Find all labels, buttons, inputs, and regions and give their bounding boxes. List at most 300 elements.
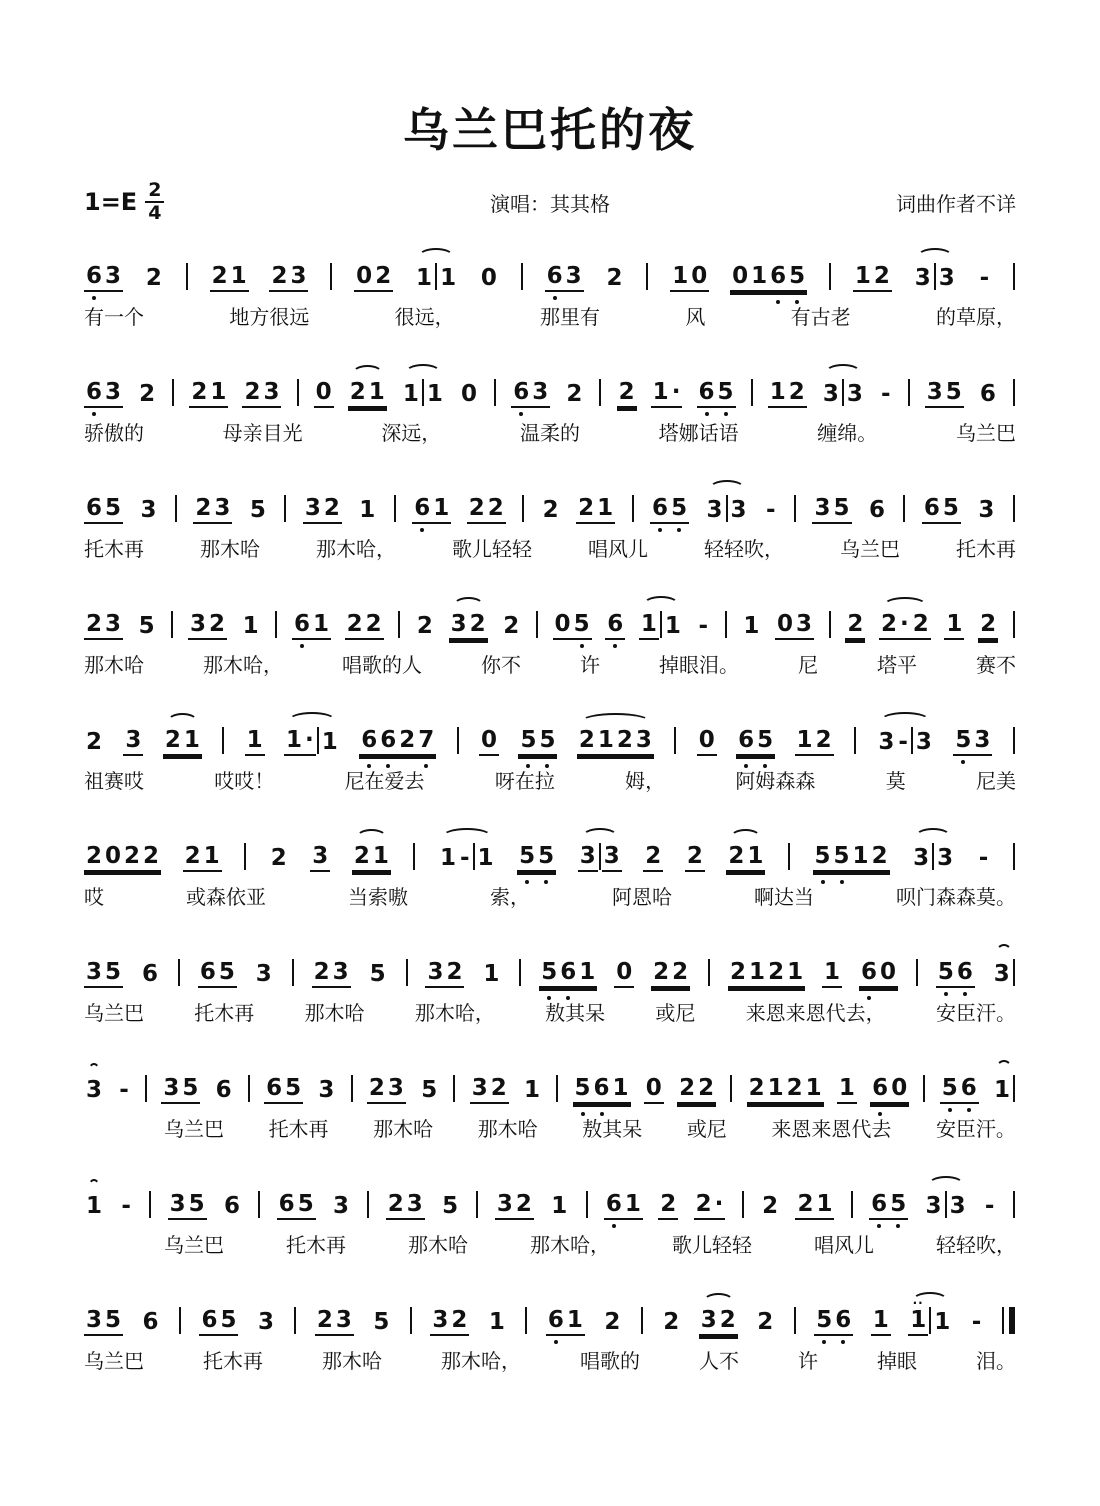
note-digit: 2 — [871, 842, 888, 869]
music-line — [84, 586, 1016, 678]
note-digit: 3 — [105, 378, 122, 405]
note-group — [741, 614, 761, 640]
barline — [854, 727, 856, 754]
note-digit: 2 — [698, 1074, 715, 1101]
note-digit: 1 — [751, 262, 768, 289]
note-digit: 5 — [442, 1192, 459, 1219]
note-digit: 1 — [787, 958, 804, 985]
note-digit: 3 — [406, 1190, 423, 1217]
barline — [932, 843, 934, 870]
note-digit: 5 — [285, 1074, 302, 1101]
lyric-word: 那木哈 — [477, 1119, 538, 1141]
note-digit: 1 — [483, 960, 500, 987]
lyric-word: 呀在拉 — [494, 771, 555, 793]
lyric-word: 当索嗷 — [348, 887, 408, 909]
barline — [1013, 1191, 1015, 1218]
note-digit: 2 — [211, 262, 228, 289]
note-digit: 3 — [914, 264, 931, 291]
barline — [172, 379, 174, 406]
note-digit: 2 — [757, 1308, 774, 1335]
note-digit: 2 — [730, 958, 747, 985]
note-group — [467, 496, 506, 524]
lyric-word: 那木哈， — [441, 1351, 521, 1373]
low-octave-dot — [544, 880, 548, 884]
barline — [145, 1075, 147, 1102]
note-digit: 2 — [980, 610, 997, 637]
note-group — [331, 1194, 351, 1220]
lyric-word: 赛不 — [976, 655, 1016, 677]
note-digit: 5 — [220, 1306, 237, 1333]
tie-arc — [352, 844, 391, 872]
notes-row — [84, 470, 1016, 524]
note-group — [768, 380, 807, 408]
note-digit: · — [671, 378, 681, 405]
note-group — [911, 846, 931, 872]
low-octave-dot — [867, 996, 871, 1000]
note-digit: 6 — [201, 1306, 218, 1333]
tie-arc — [911, 843, 955, 872]
barline — [726, 495, 728, 522]
note-digit: 1 — [805, 1074, 822, 1101]
lyric-word: 或尼 — [686, 1119, 727, 1141]
note-digit: 2 — [145, 264, 162, 291]
note-digit: 3 — [257, 1308, 274, 1335]
note-digit: 3 — [913, 844, 930, 871]
low-octave-dot — [877, 1224, 881, 1228]
note-digit: 0 — [777, 610, 794, 637]
lyric-word: 许 — [580, 655, 600, 677]
note-group — [84, 1194, 104, 1220]
note-group — [449, 612, 488, 640]
note-group — [517, 844, 556, 872]
lyric-word: 的草原， — [935, 307, 1016, 329]
tie-arc — [699, 1308, 738, 1336]
note-group — [697, 380, 736, 408]
low-octave-dot — [763, 764, 767, 768]
note-group — [541, 498, 561, 524]
lyric-word: 敖其呆 — [545, 1003, 606, 1025]
note-digit: 3 — [949, 1192, 966, 1219]
note-group — [312, 960, 351, 988]
note-digit: 5 — [105, 958, 122, 985]
low-octave-dot — [705, 412, 709, 416]
note-group — [978, 266, 992, 292]
note-group — [871, 1308, 891, 1336]
lyric-word: 骄傲的 — [84, 423, 144, 445]
note-digit: 0 — [616, 958, 633, 985]
note-group — [699, 1308, 738, 1336]
barline — [171, 611, 173, 638]
lyrics-row — [84, 306, 1016, 330]
lyric-word: 来恩来恩代去 — [771, 1119, 892, 1141]
barline — [599, 843, 601, 870]
low-octave-dot — [92, 412, 96, 416]
note-group — [367, 1076, 406, 1104]
note-digit: 6 — [923, 494, 940, 521]
low-octave-dot — [948, 1108, 952, 1112]
score — [84, 238, 1016, 1374]
note-digit: 1 — [210, 378, 227, 405]
note-digit: 7 — [418, 728, 434, 752]
note-digit: 5 — [182, 1074, 199, 1101]
note-digit: 3 — [603, 842, 620, 869]
barline — [186, 263, 188, 290]
note-digit: 2 — [208, 610, 225, 637]
note-group — [84, 612, 123, 640]
note-group — [430, 1308, 469, 1336]
tie-arc — [163, 728, 202, 756]
lyric-word: 那木哈， — [414, 1003, 495, 1025]
low-octave-dot — [553, 296, 557, 300]
barline — [641, 1307, 643, 1334]
note-digit: 2 — [313, 958, 330, 985]
note-digit: 2 — [912, 610, 929, 637]
barline — [294, 1307, 296, 1334]
note-digit: - — [698, 612, 709, 639]
note-digit: 3 — [169, 1190, 186, 1217]
barline — [586, 1191, 588, 1218]
note-group — [764, 498, 778, 524]
lyric-word: 那木哈， — [530, 1235, 610, 1257]
note-digit: 6 — [872, 1076, 888, 1100]
lyric-word: 乌兰巴 — [955, 423, 1016, 445]
note-digit: 2 — [768, 958, 785, 985]
note-digit: 1 — [551, 1192, 568, 1219]
barline — [934, 263, 936, 290]
note-group — [241, 614, 261, 640]
barline — [244, 843, 246, 870]
note-group — [747, 1076, 824, 1104]
note-digit: 3 — [125, 726, 142, 753]
note-group — [553, 612, 592, 640]
note-group — [386, 1192, 425, 1220]
note-digit: 6 — [223, 1192, 240, 1219]
note-digit: 5 — [188, 1190, 205, 1217]
note-group — [729, 498, 749, 524]
note-digit: 5 — [538, 844, 554, 868]
note-digit: 1 — [566, 1306, 583, 1333]
lyric-word: 那木哈 — [322, 1351, 382, 1373]
note-digit: 5 — [942, 494, 959, 521]
note-digit: 1 — [672, 262, 689, 289]
barline — [519, 959, 521, 986]
note-group — [795, 1192, 834, 1220]
low-octave-dot — [944, 992, 948, 996]
note-group — [245, 728, 265, 756]
lyrics-row — [84, 1234, 1016, 1258]
note-digit: 1 — [796, 726, 813, 753]
note-group — [371, 1310, 391, 1336]
note-digit: 2 — [719, 1306, 736, 1333]
note-digit: 2 — [762, 1192, 779, 1219]
low-octave-dot — [841, 1340, 845, 1344]
note-digit: 6 — [861, 960, 877, 984]
note-digit: 1 — [368, 378, 385, 405]
note-digit: 5 — [539, 728, 555, 752]
barline — [674, 727, 676, 754]
low-octave-dot — [967, 1108, 971, 1112]
lyric-word: 那木哈 — [373, 1119, 434, 1141]
note-group — [617, 380, 637, 408]
low-octave-dot — [840, 880, 844, 884]
note-digit: 5 — [938, 960, 954, 984]
lyric-word: 乌兰巴 — [164, 1119, 224, 1141]
barline — [149, 1191, 151, 1218]
note-digit: 1 — [440, 264, 457, 291]
note-group — [254, 962, 274, 988]
note-group — [869, 1192, 908, 1220]
note-digit: 1 — [652, 378, 669, 405]
note-digit: 1 — [854, 262, 871, 289]
note-digit: 1 — [488, 1308, 505, 1335]
note-group — [117, 1078, 131, 1104]
note-digit: 5 — [520, 728, 536, 752]
lyric-word: 姆， — [625, 771, 666, 793]
note-digit: 2 — [86, 610, 103, 637]
lyric-word: 托木再 — [203, 1351, 263, 1373]
note-group — [138, 498, 158, 524]
barline — [730, 1075, 732, 1102]
note-digit: 3 — [263, 378, 280, 405]
note-digit: 0 — [879, 958, 896, 985]
note-digit: 1 — [640, 610, 657, 637]
note-group — [419, 1078, 439, 1104]
note-digit: 5 — [890, 1192, 906, 1216]
note-digit: 3 — [290, 262, 307, 289]
note-digit: 6 — [957, 960, 973, 984]
note-digit: 1 — [743, 612, 760, 639]
note-group — [976, 498, 996, 524]
lyric-word: 乌兰巴 — [84, 1351, 144, 1373]
note-digit: 3 — [432, 1306, 449, 1333]
note-group — [522, 1078, 542, 1104]
note-group — [269, 264, 308, 292]
note-digit: 1 — [312, 610, 329, 637]
note-digit: 1 — [439, 844, 456, 871]
barline — [476, 1191, 478, 1218]
note-group — [168, 1192, 207, 1220]
note-digit: 1 — [824, 958, 841, 985]
lyric-word: 或尼 — [655, 1003, 696, 1025]
lyric-word: 安臣汗。 — [935, 1119, 1016, 1141]
note-group — [614, 960, 634, 988]
lyric-word: 唱歌的 — [580, 1351, 640, 1373]
note-digit: 1 — [242, 612, 259, 639]
tie-arc — [84, 1078, 104, 1104]
note-digit: - — [898, 728, 908, 755]
note-group — [577, 728, 654, 756]
barline — [179, 1307, 181, 1334]
note-digit: 3 — [304, 494, 321, 521]
note-digit: 5 — [671, 496, 687, 520]
lyric-word: 乌兰巴 — [164, 1235, 224, 1257]
note-digit: 0 — [480, 264, 497, 291]
note-digit: 2 — [375, 262, 392, 289]
note-group — [977, 846, 991, 872]
note-digit: 2 — [164, 726, 181, 753]
note-group — [248, 498, 268, 524]
note-group — [357, 498, 377, 524]
barline — [829, 611, 831, 638]
note-digit: 5 — [541, 960, 557, 984]
lyric-word: 歌儿轻轻 — [672, 1235, 752, 1257]
note-group — [188, 612, 227, 640]
barline — [410, 1307, 412, 1334]
note-digit: 5 — [519, 844, 535, 868]
note-digit: 1 — [372, 842, 389, 869]
note-group — [685, 844, 705, 872]
note-group — [821, 382, 841, 408]
note-digit: 3 — [496, 1190, 513, 1217]
note-digit: 2 — [663, 1308, 680, 1335]
barline — [788, 843, 790, 870]
note-digit: 6 — [868, 496, 885, 523]
barline — [413, 843, 415, 870]
tie-arc — [639, 611, 683, 640]
note-digit: 6 — [835, 1308, 851, 1332]
note-digit: 0 — [481, 726, 498, 753]
tie-arc — [726, 844, 765, 872]
barline — [351, 1075, 353, 1102]
note-digit: 2 — [399, 726, 416, 753]
lyric-word: 那木哈 — [200, 539, 260, 561]
note-digit: 3 — [332, 958, 349, 985]
note-group — [458, 846, 472, 872]
lyric-word: 轻轻吹， — [704, 539, 784, 561]
lyrics-row — [84, 886, 1016, 910]
note-digit: 1 — [664, 612, 681, 639]
lyric-word: 那木哈， — [203, 655, 283, 677]
note-digit: 5 — [945, 378, 962, 405]
note-group — [896, 730, 910, 756]
note-digit: · — [900, 610, 909, 637]
barline — [494, 379, 496, 406]
note-group — [84, 730, 104, 756]
barline — [742, 1191, 744, 1218]
barline — [751, 379, 753, 406]
note-digit: - — [766, 496, 776, 523]
note-digit: 2 — [566, 380, 583, 407]
lyrics-row — [84, 770, 1016, 794]
note-digit: - — [121, 1192, 131, 1219]
barline — [292, 959, 294, 986]
note-group — [476, 846, 496, 872]
note-digit: 5 — [297, 1190, 314, 1217]
note-group — [870, 1076, 909, 1104]
barline — [1013, 959, 1015, 986]
note-digit: 1 — [769, 378, 786, 405]
note-digit: 5 — [421, 1076, 438, 1103]
tie-arc — [438, 843, 496, 872]
barline — [453, 1075, 455, 1102]
lyric-word: 哎哎！ — [214, 771, 275, 793]
note-group — [141, 1310, 161, 1336]
note-digit: 3 — [214, 494, 231, 521]
note-digit: 2 — [469, 610, 486, 637]
note-group — [914, 730, 934, 756]
note-digit: 2 — [346, 610, 363, 637]
barline — [599, 379, 601, 406]
note-group — [651, 380, 683, 408]
note-digit: 2 — [542, 496, 559, 523]
lyric-word: 哎 — [84, 887, 104, 909]
barline — [222, 727, 224, 754]
barline — [536, 611, 538, 638]
note-group — [256, 1310, 276, 1336]
barline — [435, 263, 437, 290]
note-group — [84, 380, 123, 408]
note-digit: 6 — [547, 264, 563, 288]
barline — [398, 611, 400, 638]
note-digit: 3 — [333, 1192, 350, 1219]
barline — [178, 959, 180, 986]
note-group — [736, 728, 775, 756]
note-digit: 0 — [645, 1074, 662, 1101]
note-digit: 1 — [523, 1076, 540, 1103]
low-octave-dot — [776, 300, 780, 304]
note-digit: 2 — [578, 494, 595, 521]
note-digit: - — [119, 1076, 129, 1103]
note-digit: 1 — [203, 842, 220, 869]
note-group — [705, 498, 725, 524]
note-group — [479, 728, 499, 756]
note-digit: 6 — [86, 264, 102, 288]
note-group — [459, 382, 479, 408]
note-group — [644, 1076, 664, 1104]
note-digit: 2 — [788, 378, 805, 405]
note-digit: 1 — [934, 1308, 951, 1335]
note-digit: 2 — [349, 378, 366, 405]
music-line — [84, 1282, 1016, 1374]
low-octave-dot — [795, 300, 799, 304]
note-group — [922, 496, 961, 524]
barline — [1013, 495, 1015, 522]
note-group — [564, 382, 584, 408]
note-digit: 5 — [249, 496, 266, 523]
note-group — [578, 844, 598, 872]
note-digit: 3 — [86, 958, 103, 985]
note-digit: 6 — [607, 612, 623, 636]
note-digit: 3 — [706, 496, 723, 523]
note-group — [199, 1308, 238, 1336]
note-group — [284, 728, 316, 756]
barline — [911, 727, 913, 754]
note-digit: 1 — [749, 958, 766, 985]
note-digit: 1 — [433, 494, 450, 521]
note-group — [495, 1192, 534, 1220]
note-digit: 6 — [979, 380, 996, 407]
note-digit: 2 — [316, 1306, 333, 1333]
note-digit: 6 — [361, 728, 377, 752]
note-digit: 0 — [698, 726, 715, 753]
lyric-word: 有古老 — [790, 307, 851, 329]
note-group — [84, 960, 123, 988]
note-group — [440, 1194, 460, 1220]
note-digit: - — [984, 1192, 995, 1219]
note-digit: 1 — [838, 1074, 855, 1101]
note-group — [438, 846, 458, 872]
note-digit: 3 — [822, 380, 839, 407]
note-digit: 2 — [270, 844, 287, 871]
time-signature-numerator: 2 — [145, 181, 164, 203]
lyric-word: 许 — [798, 1351, 818, 1373]
notes-row — [84, 586, 1016, 640]
barline — [406, 959, 408, 986]
note-digit: 1 — [359, 496, 376, 523]
low-octave-dot — [821, 880, 825, 884]
note-group — [84, 264, 123, 292]
barline — [522, 495, 524, 522]
